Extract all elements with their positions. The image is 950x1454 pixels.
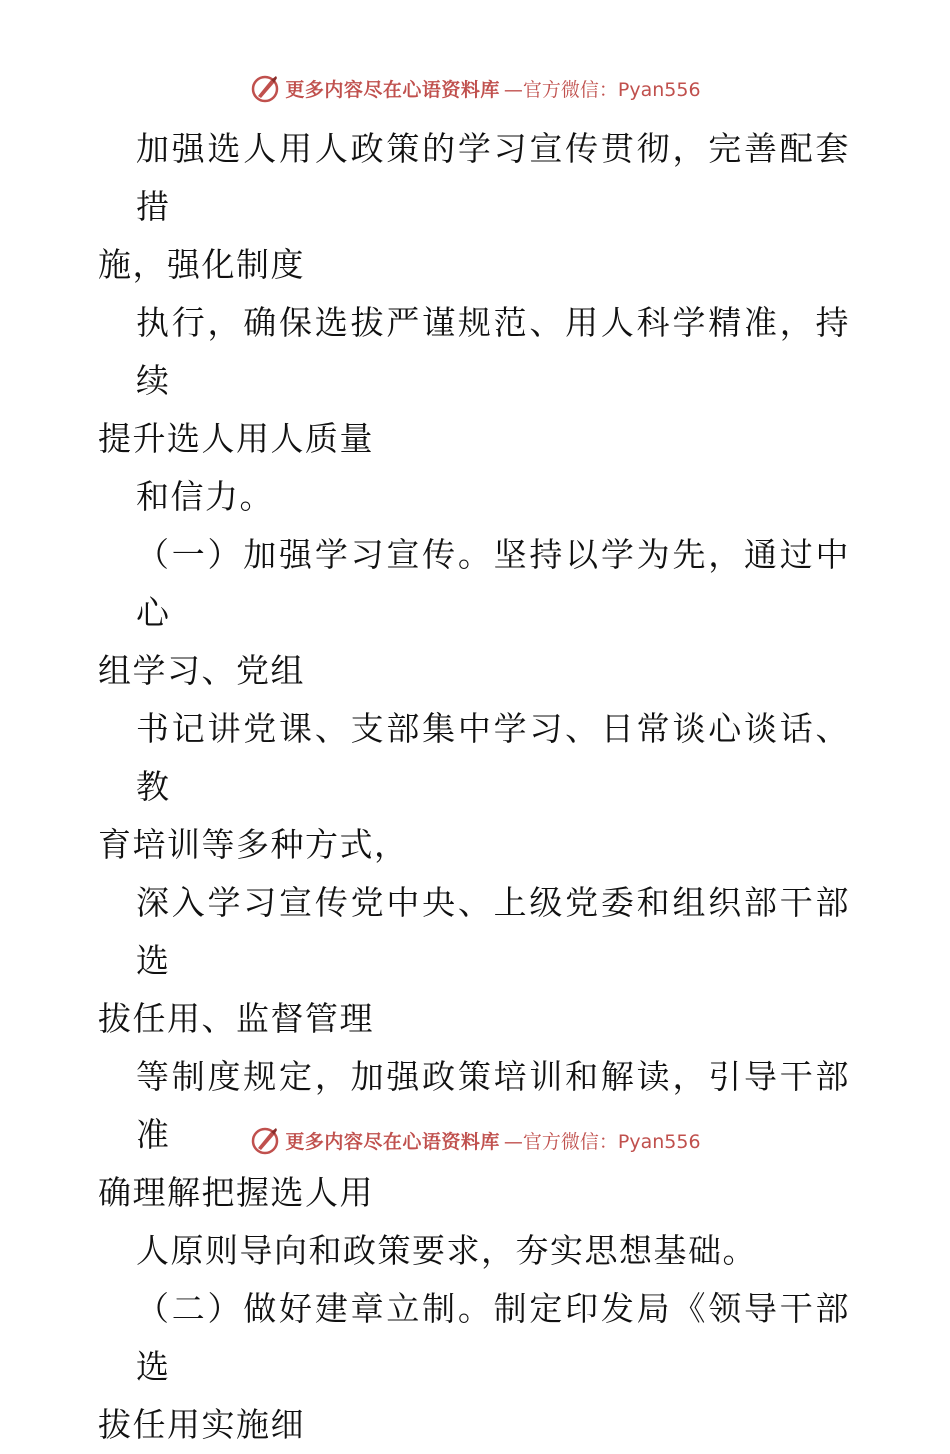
paragraph-first-line: 执行，确保选拔严谨规范、用人科学精准，持续: [136, 303, 850, 400]
paragraph-first-line: 人原则导向和政策要求，夯实思想基础。: [136, 1231, 757, 1270]
quill-logo-icon: [249, 1124, 281, 1156]
paragraph: [98, 1222, 850, 1280]
watermark-footer: [0, 1124, 950, 1156]
watermark-header: [0, 72, 950, 104]
watermark-text: 更多内容尽在心语资料库: [285, 78, 500, 101]
paragraph: [98, 526, 850, 700]
paragraph: [98, 468, 850, 526]
watermark-wechat: —官方微信：Pyan556: [503, 78, 701, 101]
paragraph-line: 施，强化制度: [98, 245, 305, 284]
paragraph-line: 提升选人用人质量: [98, 419, 374, 458]
paragraph: [98, 120, 850, 294]
paragraph: [98, 1280, 850, 1454]
paragraph-line: 育培训等多种方式，: [98, 825, 409, 864]
paragraph-line: 组学习、党组: [98, 651, 305, 690]
quill-logo-icon: [249, 72, 281, 104]
paragraph-first-line: 书记讲党课、支部集中学习、日常谈心谈话、教: [136, 709, 850, 806]
paragraph: [98, 874, 850, 1048]
paragraph-first-line: （二）做好建章立制。制定印发局《领导干部选: [136, 1289, 850, 1386]
paragraph-first-line: （一）加强学习宣传。坚持以学为先，通过中心: [136, 535, 850, 632]
paragraph-first-line: 和信力。: [136, 477, 274, 516]
paragraph-line: 拔任用、监督管理: [98, 999, 374, 1038]
paragraph: [98, 294, 850, 468]
watermark-wechat: —官方微信：Pyan556: [503, 1130, 701, 1153]
paragraph-line: 拔任用实施细: [98, 1405, 305, 1444]
paragraph: [98, 700, 850, 874]
document-body: [98, 120, 850, 1454]
paragraph-line: 确理解把握选人用: [98, 1173, 374, 1212]
paragraph-first-line: 深入学习宣传党中央、上级党委和组织部干部选: [136, 883, 850, 980]
paragraph-first-line: 加强选人用人政策的学习宣传贯彻，完善配套措: [136, 129, 850, 226]
paragraph-first-line: 等制度规定，加强政策培训和解读，引导干部准: [136, 1057, 850, 1154]
watermark-text: 更多内容尽在心语资料库: [285, 1130, 500, 1153]
